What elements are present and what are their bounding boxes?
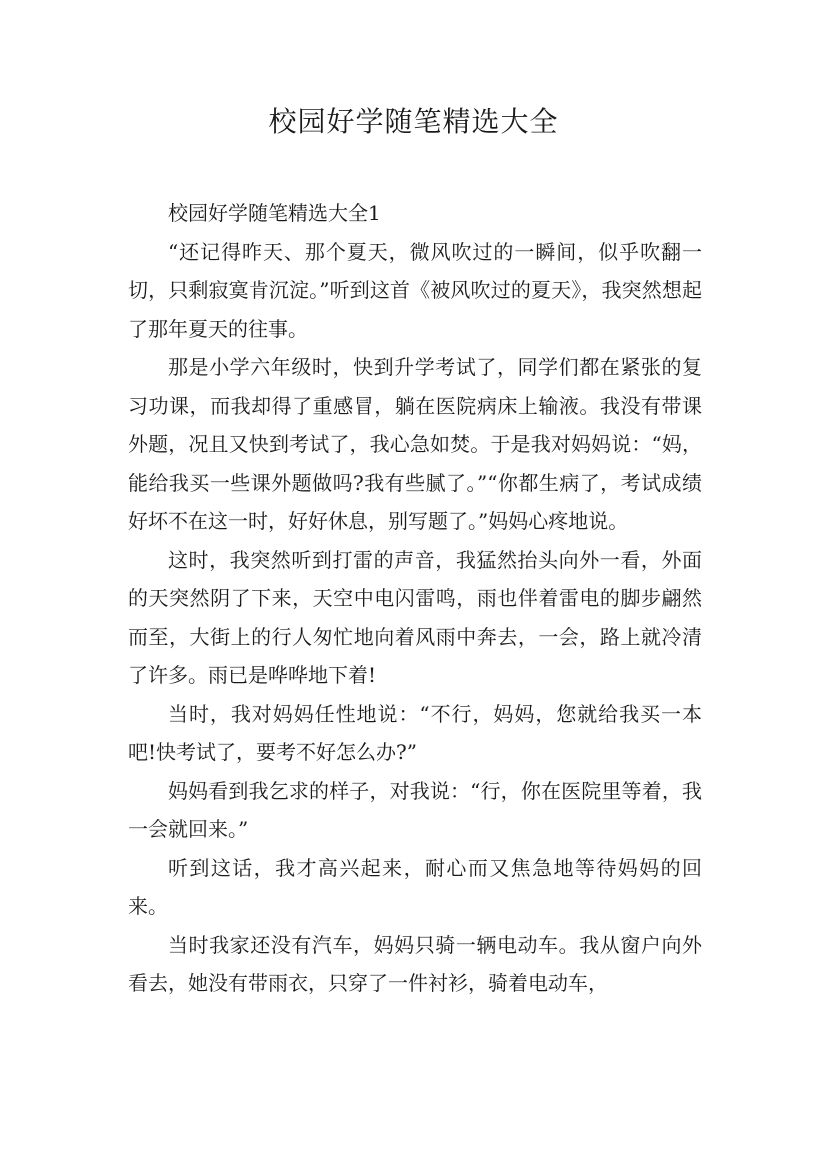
paragraph-3: 这时，我突然听到打雷的声音，我猛然抬头向外一看，外面的天突然阴了下来，天空中电闪雷鸣，雨也伴着雷电的脚步翩然而至，大街上的行人匆忙地向着风雨中奔去，一会，路上就冷清了许多。雨已是哗哗地下着!	[128, 547, 702, 687]
paragraph-6: 听到这话，我才高兴起来，耐心而又焦急地等待妈妈的回来。	[128, 855, 702, 918]
paragraph-4: 当时，我对妈妈任性地说：“不行，妈妈，您就给我买一本吧!快考试了，要考不好怎么办?”	[128, 701, 702, 764]
paragraph-5: 妈妈看到我乞求的样子，对我说：“行，你在医院里等着，我一会就回来。”	[128, 778, 702, 841]
paragraph-7: 当时我家还没有汽车，妈妈只骑一辆电动车。我从窗户向外看去，她没有带雨衣，只穿了一件衬衫，骑着电动车，	[128, 932, 702, 995]
document-title: 校园好学随笔精选大全	[268, 105, 559, 138]
paragraph-2: 那是小学六年级时，快到升学考试了，同学们都在紧张的复习功课，而我却得了重感冒，躺在医院病床上输液。我没有带课外题，况且又快到考试了，我心急如焚。于是我对妈妈说：“妈，能给我买一些课外题做吗?我有些腻了。”“你都生病了，考试成绩好坏不在这一时，好好休息，别写题了。”妈妈心疼地说。	[128, 355, 702, 533]
document-body	[128, 194, 702, 1003]
section-title: 校园好学随笔精选大全1	[168, 201, 381, 225]
paragraph-1: “还记得昨天、那个夏天，微风吹过的一瞬间，似乎吹翻一切，只剩寂寞肯沉淀。”听到这首《被风吹过的夏天》，我突然想起了那年夏天的往事。	[128, 239, 702, 341]
